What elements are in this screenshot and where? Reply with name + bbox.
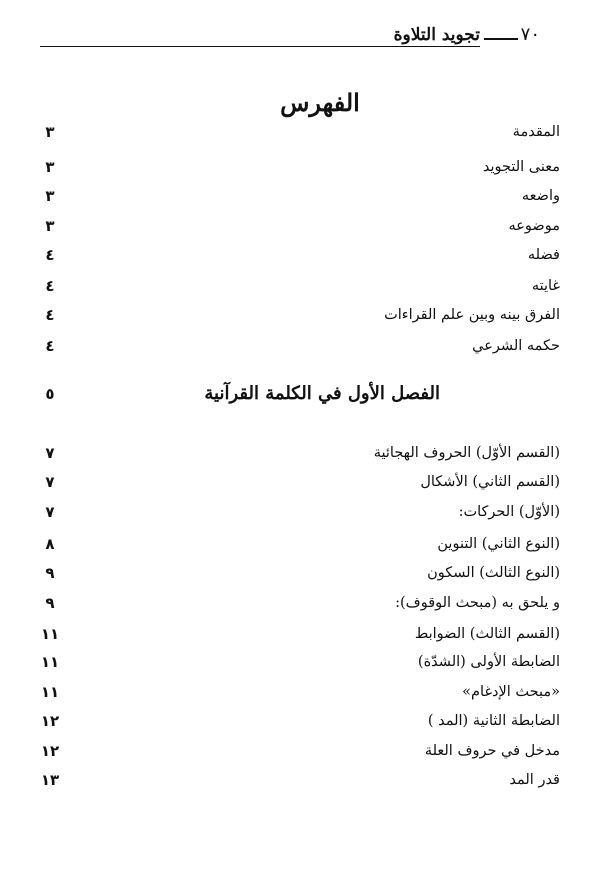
- chapter-title: الفصل الأول في الكلمة القرآنية: [204, 383, 440, 404]
- index-entry: [40, 531, 560, 557]
- header-rule-short: [484, 38, 518, 40]
- index-entry: [40, 767, 560, 793]
- entry-page-number: ٣: [45, 187, 55, 205]
- index-entry: [40, 333, 560, 359]
- entry-label: الضابطة الثانية (المد ): [427, 713, 560, 729]
- entry-page-number: ٤: [45, 337, 55, 355]
- entry-page-number: ٩: [45, 564, 55, 582]
- entry-page-number: ٧: [45, 473, 55, 491]
- index-entry: [40, 440, 560, 466]
- header-rule: [40, 46, 480, 47]
- entry-page-number: ١٢: [40, 712, 60, 730]
- entry-label: (القسم الثاني) الأشكال: [420, 474, 560, 490]
- entry-label: قدر المد: [509, 772, 560, 788]
- running-header-title: تجويد التلاوة: [393, 25, 480, 45]
- header-page-number: ٧٠: [520, 24, 540, 45]
- entry-label: مدخل في حروف العلة: [424, 743, 560, 759]
- entry-label: (النوع الثاني) التنوين: [437, 536, 560, 552]
- entry-page-number: ٩: [45, 594, 55, 612]
- entry-label: الضابطة الأولى (الشدّة): [417, 654, 560, 670]
- entry-page-number: ١١: [40, 625, 60, 643]
- entry-page-number: ١٣: [40, 771, 60, 789]
- entry-label: غايته: [531, 278, 560, 294]
- entry-page-number: ١٢: [40, 742, 60, 760]
- entry-page-number: ٤: [45, 306, 55, 324]
- entry-page-number: ١١: [40, 683, 60, 701]
- index-entry: [40, 738, 560, 764]
- entry-label: «مبحث الإدغام»: [462, 684, 560, 700]
- index-entry: [40, 242, 560, 268]
- index-entry: [40, 649, 560, 675]
- entry-page-number: ٧: [45, 503, 55, 521]
- entry-label: (الأوّل) الحركات:: [458, 504, 560, 520]
- entry-page-number: ٣: [45, 123, 55, 141]
- index-entry: [40, 560, 560, 586]
- entry-label: موضوعه: [508, 218, 560, 234]
- entry-label: واضعه: [521, 188, 560, 204]
- chapter-page-number: ٥: [45, 385, 55, 403]
- index-entry: [40, 590, 560, 616]
- entry-label: معنى التجويد: [482, 159, 560, 175]
- index-entry: [40, 469, 560, 495]
- entry-page-number: ٤: [45, 246, 55, 264]
- index-entry: [40, 119, 560, 145]
- entry-page-number: ١١: [40, 653, 60, 671]
- index-entry: [40, 708, 560, 734]
- index-entry: [40, 213, 560, 239]
- index-entry: [40, 302, 560, 328]
- entry-label: فضله: [527, 247, 560, 263]
- running-header: [40, 24, 560, 46]
- index-entry: [40, 499, 560, 525]
- index-title: الفهرس: [280, 88, 360, 117]
- entry-page-number: ٤: [45, 277, 55, 295]
- entry-page-number: ٣: [45, 158, 55, 176]
- chapter-entry: [40, 379, 560, 409]
- entry-label: حكمه الشرعي: [472, 338, 560, 354]
- index-entry: [40, 679, 560, 705]
- index-entry: [40, 621, 560, 647]
- entry-page-number: ٧: [45, 444, 55, 462]
- entry-label: (النوع الثالث) السكون: [427, 565, 560, 581]
- entry-label: الفرق بينه وبين علم القراءات: [384, 307, 560, 323]
- entry-label: المقدمة: [512, 124, 560, 140]
- entry-page-number: ٨: [45, 535, 55, 553]
- entry-label: و يلحق به (مبحث الوقوف):: [395, 595, 560, 611]
- entry-label: (القسم الثالث) الضوابط: [414, 626, 560, 642]
- index-entry: [40, 273, 560, 299]
- index-entry: [40, 183, 560, 209]
- entry-label: (القسم الأوّل) الحروف الهجائية: [373, 445, 560, 461]
- index-entry: [40, 154, 560, 180]
- entry-page-number: ٣: [45, 217, 55, 235]
